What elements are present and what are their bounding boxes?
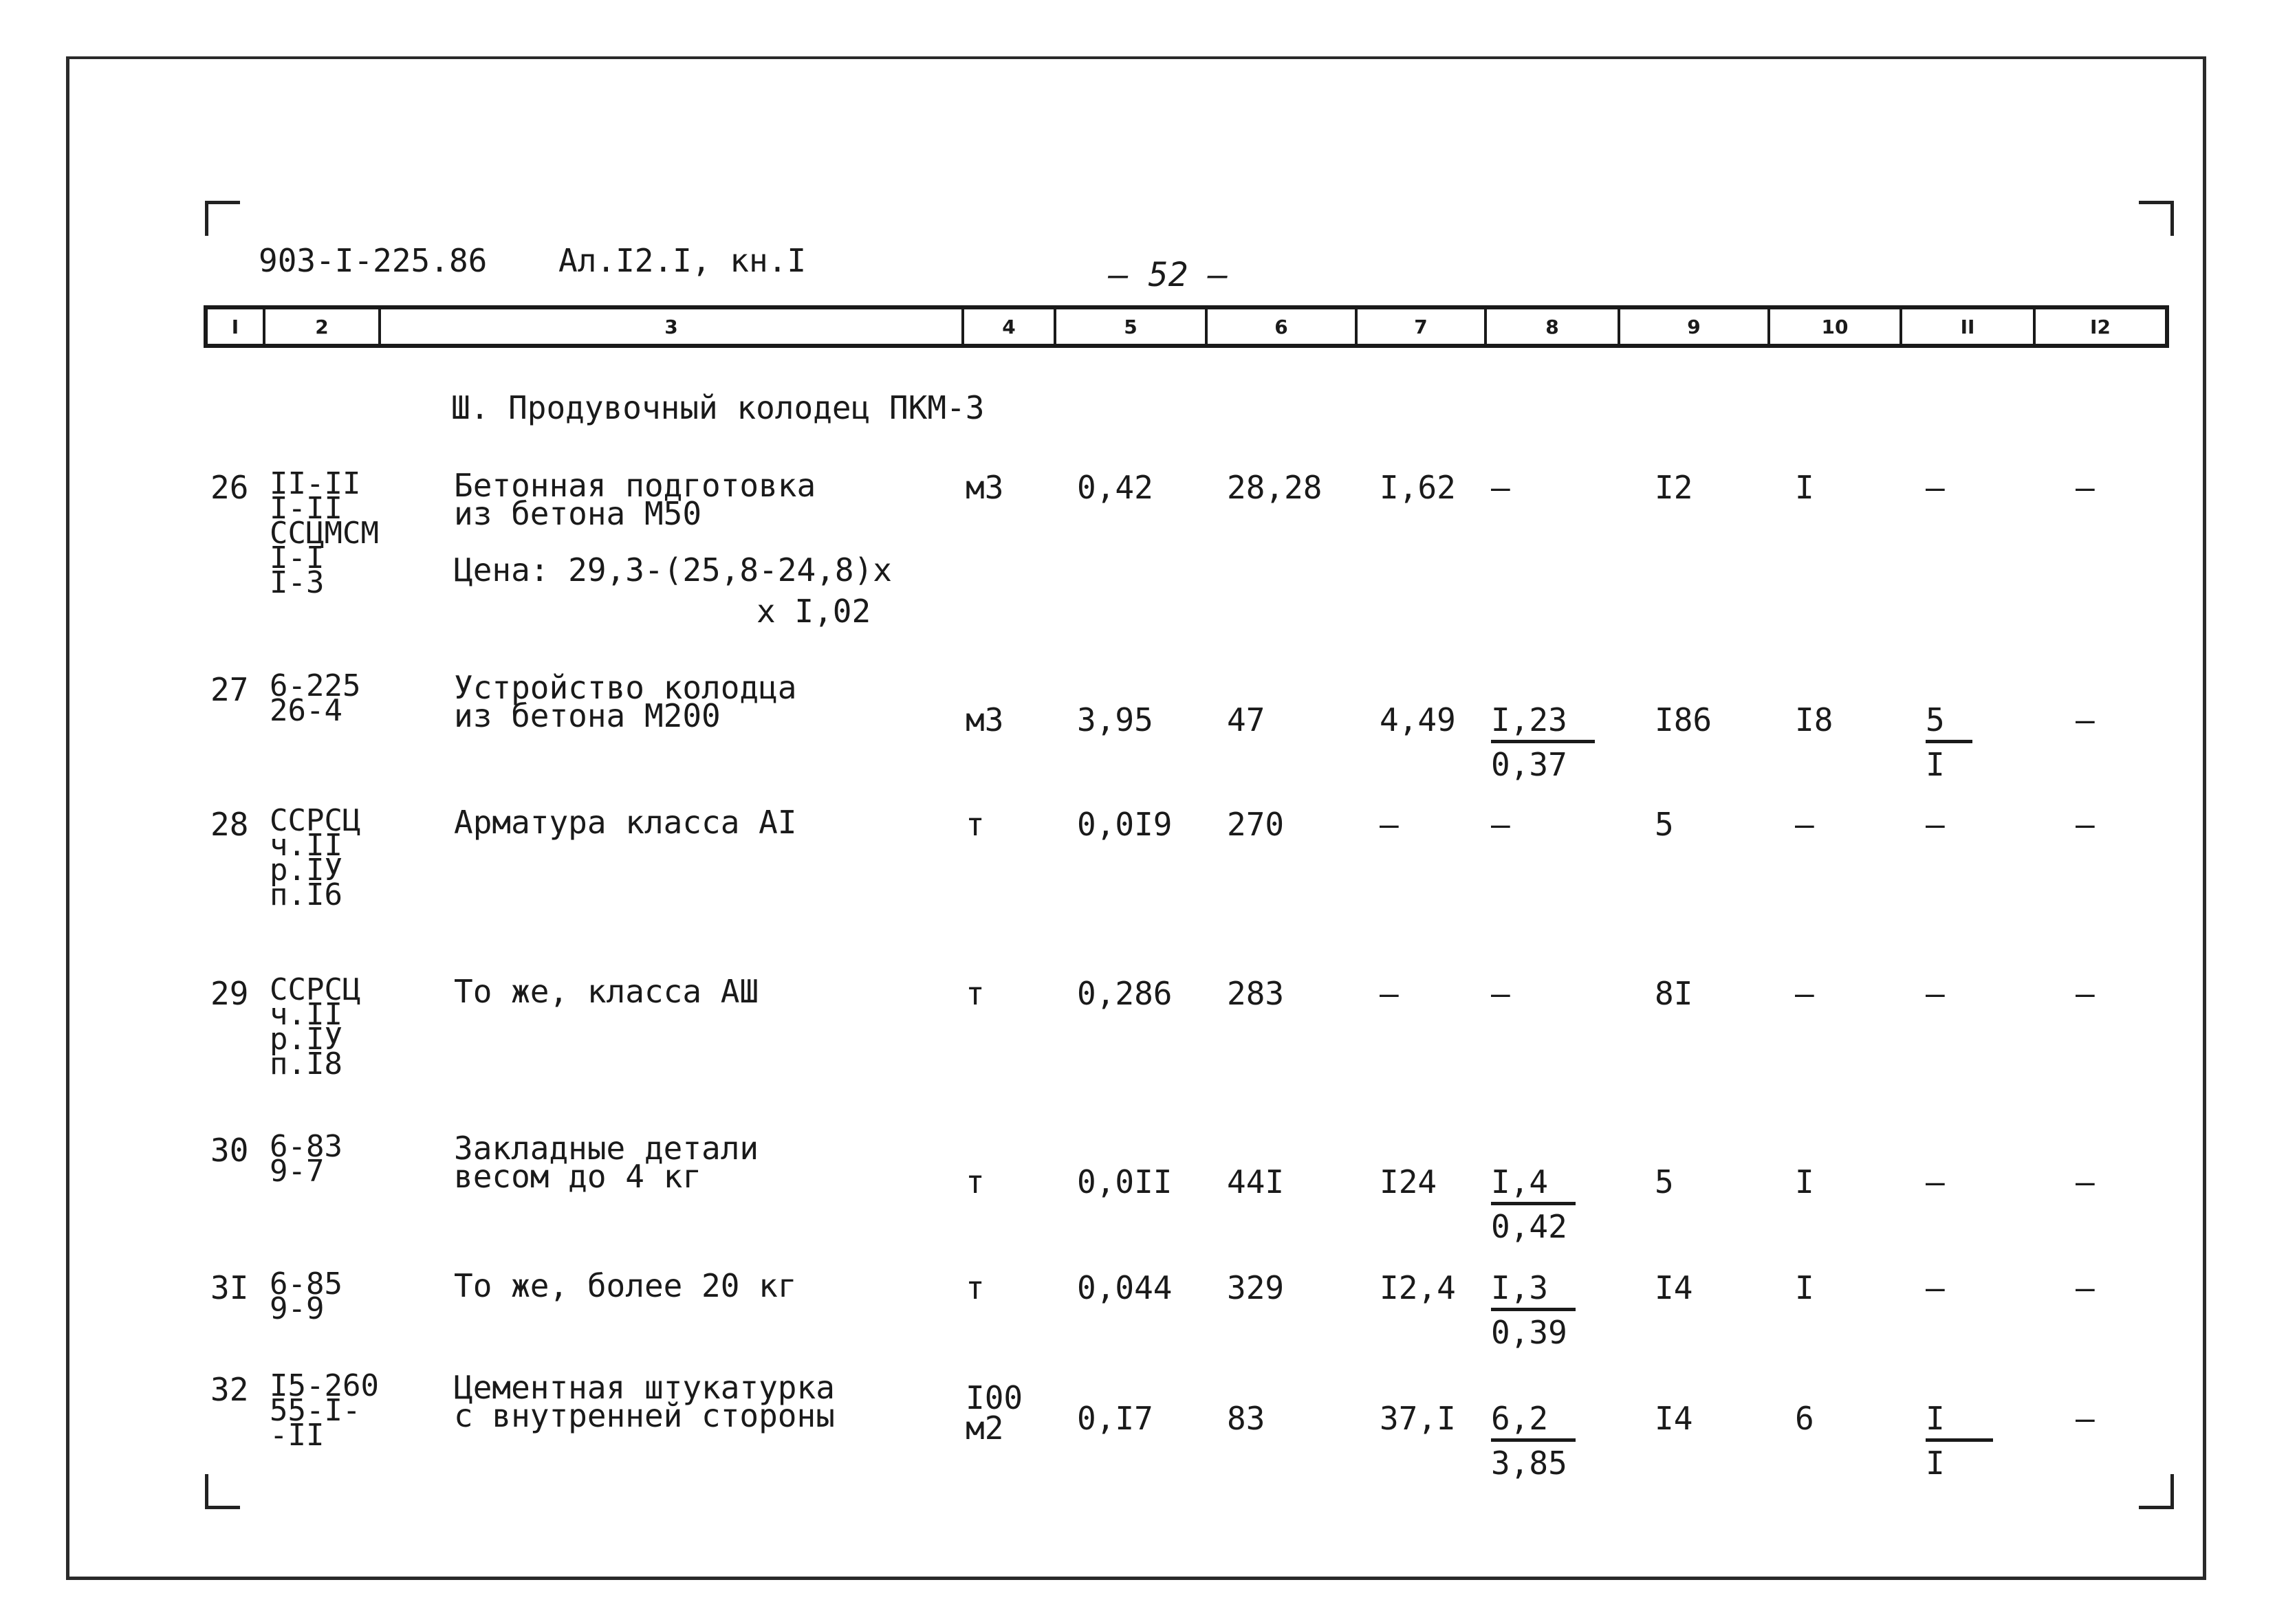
row-description: То же, класса АШ: [454, 973, 759, 1010]
column-header-12: I2: [2033, 309, 2165, 344]
row-unit: м3: [966, 701, 1004, 738]
row-col12: –: [2076, 1163, 2095, 1200]
row-col9: I4: [1655, 1400, 1693, 1437]
row-col12: –: [2076, 806, 2095, 843]
column-number-header: [204, 305, 2169, 348]
row-unit: т: [966, 1269, 985, 1306]
row-description: Арматура класса АI: [454, 804, 797, 841]
crop-mark-top-left: [205, 201, 240, 236]
row-col6: 47: [1227, 701, 1265, 738]
row-unit: I00 м2: [966, 1379, 1023, 1447]
column-header-1: I: [231, 315, 239, 338]
row-col6: 283: [1227, 975, 1285, 1012]
row-col11: –: [1926, 1163, 1945, 1200]
row-col11: –: [1926, 1269, 1945, 1306]
row-col8: –: [1491, 806, 1510, 843]
row-number: 27: [210, 671, 249, 708]
row-unit: м3: [966, 469, 1004, 506]
row-col8-fraction: $\frac{6,2}{3,85}$: [1491, 1403, 1576, 1479]
row-number: 3I: [210, 1269, 249, 1306]
row-col12: –: [2076, 1269, 2095, 1306]
row-col7: 37,I: [1380, 1400, 1456, 1437]
row-col11: –: [1926, 806, 1945, 843]
row-col7: I,62: [1380, 469, 1456, 506]
row-reference: 6-83 9-7: [270, 1129, 342, 1189]
price-formula: Цена: 29,3-(25,8-24,8)х: [454, 551, 892, 589]
row-col6: 270: [1227, 806, 1285, 843]
row-col9: I86: [1655, 701, 1712, 738]
row-number: 32: [210, 1371, 249, 1408]
row-col9: I4: [1655, 1269, 1693, 1306]
row-col7: 4,49: [1380, 701, 1456, 738]
row-col12: –: [2076, 1400, 2095, 1437]
row-col10: I: [1795, 1163, 1814, 1200]
row-col6: 28,28: [1227, 469, 1322, 506]
row-col10: –: [1795, 806, 1814, 843]
row-description: Бетонная подготовка из бетона М50: [454, 467, 816, 533]
row-description: Устройство колодца из бетона М200: [454, 669, 797, 735]
row-quantity: 0,286: [1077, 975, 1173, 1012]
row-quantity: 0,0I9: [1077, 806, 1173, 843]
row-reference: ССРСЦ ч.II р.IУ п.I8: [270, 972, 361, 1082]
row-col11: –: [1926, 469, 1945, 506]
row-col7: I24: [1380, 1163, 1437, 1200]
row-col11: –: [1926, 975, 1945, 1012]
row-col12: –: [2076, 975, 2095, 1012]
page-number: — 52 —: [1109, 256, 1228, 294]
column-header-10: 10: [1767, 309, 1900, 344]
row-col9: 8I: [1655, 975, 1693, 1012]
section-title: Ш. Продувочный колодец ПКМ-3: [451, 389, 985, 426]
row-col6: 44I: [1227, 1163, 1285, 1200]
column-header-11: II: [1900, 309, 2033, 344]
price-formula-continued: х I,02: [756, 593, 871, 630]
document-code: 903-I-225.86: [259, 242, 488, 279]
row-number: 28: [210, 806, 249, 843]
row-number: 26: [210, 469, 249, 506]
column-header-5: 5: [1054, 309, 1205, 344]
row-quantity: 0,044: [1077, 1269, 1173, 1306]
row-col7: –: [1380, 806, 1399, 843]
row-col10: I: [1795, 1269, 1814, 1306]
row-col10: –: [1795, 975, 1814, 1012]
row-col9: 5: [1655, 1163, 1674, 1200]
column-header-7: 7: [1355, 309, 1484, 344]
row-reference: I5-260 55-I- -II: [270, 1368, 379, 1453]
row-quantity: 3,95: [1077, 701, 1153, 738]
crop-mark-top-right: [2139, 201, 2174, 236]
row-col9: 5: [1655, 806, 1674, 843]
row-col10: I: [1795, 469, 1814, 506]
row-col9: I2: [1655, 469, 1693, 506]
column-header-2: 2: [263, 309, 378, 344]
row-description: Цементная штукатурка с внутренней стороны: [454, 1369, 835, 1435]
column-header-9: 9: [1618, 309, 1767, 344]
row-unit: т: [966, 806, 985, 843]
row-col8: –: [1491, 975, 1510, 1012]
row-col12: –: [2076, 469, 2095, 506]
row-col6: 329: [1227, 1269, 1285, 1306]
row-col6: 83: [1227, 1400, 1265, 1437]
row-col7: –: [1380, 975, 1399, 1012]
row-description: То же, более 20 кг: [454, 1267, 797, 1304]
column-header-8: 8: [1484, 309, 1618, 344]
row-reference: II-II I-II ССЦМСМ I-I I-3: [270, 466, 379, 601]
row-description: Закладные детали весом до 4 кг: [454, 1130, 759, 1196]
row-col7: I2,4: [1380, 1269, 1456, 1306]
column-header-3: 3: [378, 309, 961, 344]
crop-mark-bottom-left: [205, 1474, 240, 1509]
column-header-6: 6: [1205, 309, 1355, 344]
row-col10: I8: [1795, 701, 1833, 738]
row-col11-fraction: $\frac{I}{I}$: [1926, 1403, 1993, 1479]
row-col8-fraction: $\frac{I,3}{0,39}$: [1491, 1272, 1576, 1348]
row-unit: т: [966, 975, 985, 1012]
row-col8-fraction: $\frac{I,23}{0,37}$: [1491, 704, 1595, 780]
row-reference: 6-225 26-4: [270, 668, 361, 729]
row-quantity: 0,I7: [1077, 1400, 1153, 1437]
row-unit: т: [966, 1163, 985, 1200]
album-reference: Ал.I2.I, кн.I: [558, 242, 807, 279]
row-reference: ССРСЦ ч.II р.IУ п.I6: [270, 803, 361, 913]
crop-mark-bottom-right: [2139, 1474, 2174, 1509]
column-header-4: 4: [961, 309, 1054, 344]
row-col12: –: [2076, 701, 2095, 738]
row-col11-fraction: $\frac{5}{I}$: [1926, 704, 1972, 780]
row-number: 30: [210, 1132, 249, 1169]
row-col8: –: [1491, 469, 1510, 506]
row-col8-fraction: $\frac{I,4}{0,42}$: [1491, 1166, 1576, 1242]
row-reference: 6-85 9-9: [270, 1266, 342, 1327]
row-number: 29: [210, 975, 249, 1012]
row-col10: 6: [1795, 1400, 1814, 1437]
row-quantity: 0,0II: [1077, 1163, 1173, 1200]
row-quantity: 0,42: [1077, 469, 1153, 506]
